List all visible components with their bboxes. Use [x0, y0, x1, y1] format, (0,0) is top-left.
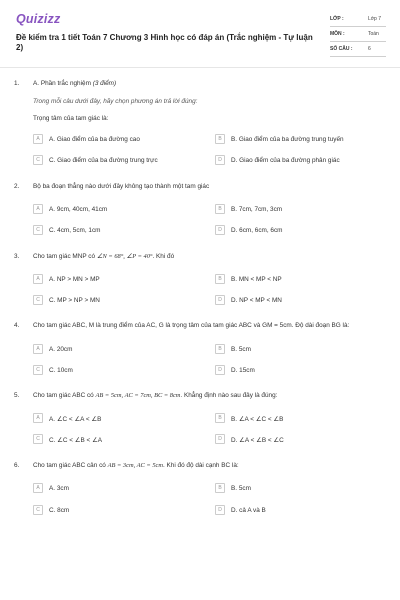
quizizz-logo: Quizizz [16, 12, 61, 26]
question-number: 1. [14, 80, 20, 87]
meta-row-count [330, 42, 386, 57]
option-letter-box: D [215, 225, 225, 235]
option-text: A. 20cm [49, 346, 73, 353]
option-letter-box: C [33, 505, 43, 515]
question-text-post: . Khi đó độ dài cạnh BC là: [162, 462, 239, 469]
meta-table [330, 12, 386, 57]
option-letter-box: B [215, 204, 225, 214]
option-letter-box: A [33, 274, 43, 284]
option-letter-box: C [33, 365, 43, 375]
option-letter-box: B [215, 413, 225, 423]
option-text: B. 5cm [231, 485, 251, 492]
option-letter-box: C [33, 155, 43, 165]
question-text-pre: Cho tam giác MNP có [33, 253, 96, 260]
option-text: D. 6cm, 6cm, 6cm [231, 227, 283, 234]
option-letter-box: A [33, 483, 43, 493]
option-text: C. ∠C < ∠B < ∠A [49, 437, 103, 444]
option-letter-box: A [33, 413, 43, 423]
header [0, 0, 400, 62]
question-text [33, 392, 388, 400]
option-letter-box: D [215, 365, 225, 375]
option-letter-box: D [215, 434, 225, 444]
meta-value: Lớp 7 [368, 16, 382, 22]
option-text: C. MP > NP > MN [49, 297, 100, 304]
meta-row-class [330, 12, 386, 27]
option-letter-box: C [33, 434, 43, 444]
option-text: B. 5cm [231, 346, 251, 353]
option-letter-box: B [215, 344, 225, 354]
question-math: ∠N = 68°, ∠P = 40° [96, 253, 153, 260]
option-letter-box: C [33, 225, 43, 235]
question-text-post: . Khẳng định nào sau đây là đúng: [180, 392, 278, 399]
meta-value: Toán [368, 31, 379, 37]
page-title: Đề kiểm tra 1 tiết Toán 7 Chương 3 Hình học có đáp án (Trắc nghiệm - Tự luận 2) [16, 33, 313, 52]
meta-key: MÔN : [330, 31, 345, 37]
option-text: D. 15cm [231, 367, 255, 374]
option-text: B. Giao điểm của ba đường trung tuyến [231, 136, 344, 143]
question-number: 3. [14, 253, 20, 260]
option-text: D. ∠A < ∠B < ∠C [231, 437, 284, 444]
option-letter-box: A [33, 344, 43, 354]
option-letter-box: B [215, 274, 225, 284]
question-text-pre: Cho tam giác ABC cân có [33, 462, 106, 469]
header-divider [0, 67, 400, 68]
option-text: C. 4cm, 5cm, 1cm [49, 227, 101, 234]
question-text-pre: Cho tam giác ABC có [33, 392, 94, 399]
question-text [33, 80, 388, 88]
option-letter-box: A [33, 134, 43, 144]
question-number: 2. [14, 183, 20, 190]
question-number: 6. [14, 462, 20, 469]
question-text-points: (3 điểm) [92, 80, 117, 87]
meta-key: LỚP : [330, 16, 344, 22]
option-text: A. ∠C < ∠A < ∠B [49, 416, 102, 423]
option-text: D. cả A và B [231, 507, 266, 514]
option-letter-box: B [215, 134, 225, 144]
option-text: C. 10cm [49, 367, 73, 374]
meta-value: 6 [368, 46, 371, 52]
option-letter-box: D [215, 295, 225, 305]
question-text [33, 253, 388, 261]
question-math: AB = 5cm, AC = 7cm, BC = 8cm [95, 392, 181, 399]
question-instruction: Trong mỗi câu dưới đây, hãy chọn phương án trả lời đúng: [33, 98, 198, 105]
question-text-post: . Khi đó [152, 253, 175, 260]
question-math: AB = 3cm, AC = 5cm [107, 462, 163, 469]
option-text: B. MN < MP < NP [231, 276, 282, 283]
option-text: B. 7cm, 7cm, 3cm [231, 206, 283, 213]
option-letter-box: A [33, 204, 43, 214]
meta-key: SỐ CÂU : [330, 46, 353, 52]
question-number: 5. [14, 392, 20, 399]
option-text: A. 9cm, 40cm, 41cm [49, 206, 108, 213]
question-text: Cho tam giác ABC, M là trung điểm của AC, G là trọng tâm của tam giác ABC và GM = 5cm. Độ dài đoạn BG là: [33, 322, 350, 329]
option-letter-box: C [33, 295, 43, 305]
option-letter-box: B [215, 483, 225, 493]
option-text: C. 8cm [49, 507, 70, 514]
option-text: C. Giao điểm của ba đường trung trực [49, 157, 158, 164]
meta-row-subject [330, 27, 386, 42]
option-text: A. Giao điểm của ba đường cao [49, 136, 140, 143]
option-text: D. NP < MP < MN [231, 297, 282, 304]
question-number: 4. [14, 322, 20, 329]
option-text: B. ∠A < ∠C < ∠B [231, 416, 284, 423]
option-text: A. NP > MN > MP [49, 276, 100, 283]
question-text [33, 462, 388, 470]
question-subtext: Trọng tâm của tam giác là: [33, 115, 109, 122]
question-text: Bộ ba đoạn thẳng nào dưới đây không tạo thành một tam giác [33, 183, 210, 190]
option-text: A. 3cm [49, 485, 69, 492]
option-letter-box: D [215, 155, 225, 165]
option-text: D. Giao điểm của ba đường phân giác [231, 157, 340, 164]
option-letter-box: D [215, 505, 225, 515]
question-text-main: A. Phần trắc nghiệm [33, 80, 91, 87]
